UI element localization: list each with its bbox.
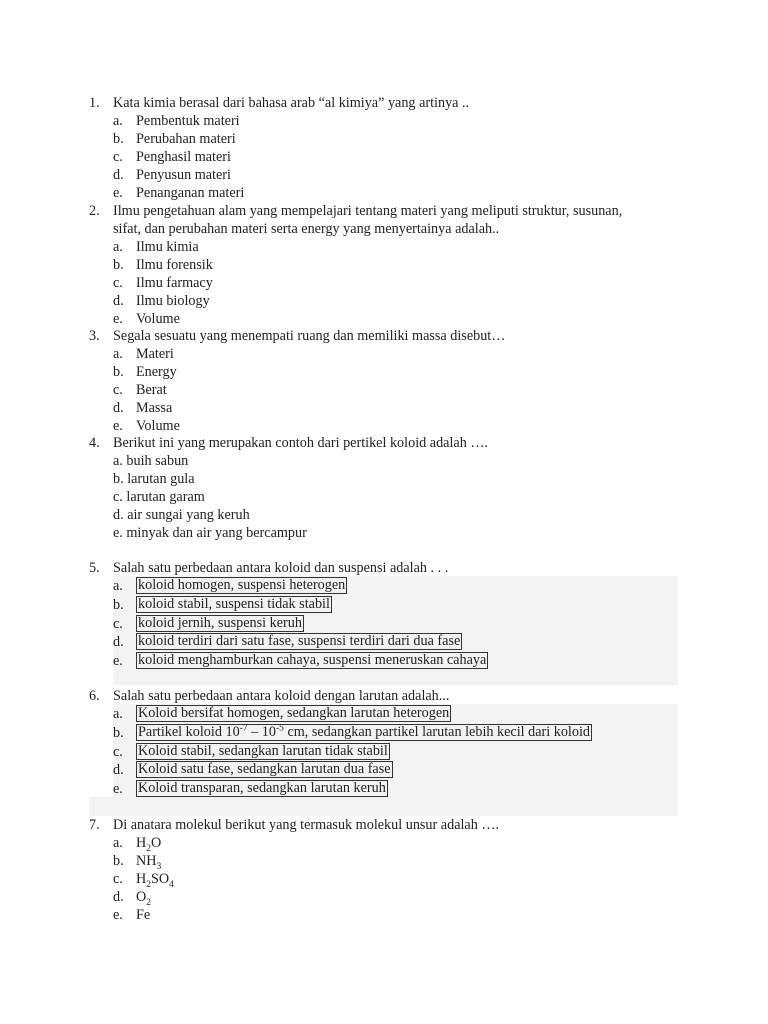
question-number: 7. xyxy=(89,817,100,833)
question-text: Ilmu pengetahuan alam yang mempelajari tentang materi yang meliputi struktur, susunan, xyxy=(113,203,623,219)
question-text: Di anatara molekul berikut yang termasuk molekul unsur adalah …. xyxy=(113,817,500,833)
boxed-option: Partikel koloid $10^{-7} - 10^{-5}$ cm, sedangkan partikel larutan lebih kecil dari koloid xyxy=(138,723,591,740)
formula: $O_2$ xyxy=(136,889,151,908)
boxed-option: Koloid satu fase, sedangkan larutan dua fase xyxy=(138,761,391,777)
formula: $H_2O$ xyxy=(136,835,162,854)
question-text: Berikut ini yang merupakan contoh dari pertikel koloid adalah …. xyxy=(113,435,489,451)
question-text: Kata kimia berasal dari bahasa arab “al kimiya” yang artinya .. xyxy=(113,95,470,111)
boxed-option: koloid stabil, suspensi tidak stabil xyxy=(138,596,330,612)
question-number: 3. xyxy=(89,328,100,344)
question-text: sifat, dan perubahan materi serta energy yang menyertainya adalah.. xyxy=(113,221,500,237)
question-number: 1. xyxy=(89,95,100,111)
boxed-option: Koloid stabil, sedangkan larutan tidak stabil xyxy=(138,743,388,759)
option-highlight xyxy=(89,797,113,816)
question-text: Salah satu perbedaan antara koloid dengan larutan adalah... xyxy=(113,688,450,704)
boxed-option: koloid terdiri dari satu fase, suspensi terdiri dari dua fase xyxy=(138,633,461,649)
formula: Fe xyxy=(136,907,151,923)
boxed-option: Koloid bersifat homogen, sedangkan larutan heterogen xyxy=(138,705,450,721)
question-number: 4. xyxy=(89,435,100,451)
question-text: Salah satu perbedaan antara koloid dan suspensi adalah . . . xyxy=(113,560,449,576)
document-page: 1. Kata kimia berasal dari bahasa arab “al kimiya” yang artinya .. a. Pembentuk materi b. Perubahan materi c. Penghasil materi d. Penyusun materi e. Penanganan materi 2. Ilmu pengetahuan alam yang mempelajari tentang materi yang meliputi struktur, susunan, sifat, dan perubahan materi serta energy yang menyertainya adalah.. a. Ilmu kimia b. Ilmu forensik c. Ilmu farmacy d. Ilmu biology e. Volume 3. Segala sesuatu yang menempati ruang dan memiliki massa disebut… a. Materi b. Energy c. Berat d. Massa e. Volume 4. Berikut ini yang merupakan contoh dari pertikel koloid adalah …. a. buih sabun b. larutan gula c. larutan garam d. air sungai yang keruh e. minyak dan air yang bercampur 5. Salah satu perbedaan antara koloid dan suspensi adalah . . . a. koloid homogen, suspensi heterogen b. koloid stabil, suspensi tidak stabil c. koloid jernih, suspensi keruh d. koloid terdiri dari satu fase, suspensi terdiri dari dua fase e. koloid menghamburkan cahaya, suspensi meneruskan cahaya 6. Salah satu perbedaan antara koloid dengan larutan adalah... a. Koloid bersifat homogen, sedangkan larutan heterogen b. Partikel koloid $10^{-7} - 10^{-5}$ cm, sedangkan partikel larutan lebih kecil dari koloid c. Koloid stabil, sedangkan larutan tidak stabil d. Koloid satu fase, sedangkan larutan dua fase e. Koloid transparan, sedangkan larutan keruh 7. Di anatara molekul berikut yang termasuk molekul unsur adalah …. a. $H_2O$ b. $NH_3$ c. $H_2SO_4$ d. $O_2$ e. Fe xyxy=(0,0,768,1024)
question-text: Segala sesuatu yang menempati ruang dan memiliki massa disebut… xyxy=(113,328,506,344)
boxed-option: koloid menghamburkan cahaya, suspensi meneruskan cahaya xyxy=(138,652,487,668)
formula: $NH_3$ xyxy=(136,853,162,872)
formula: $H_2SO_4$ xyxy=(136,871,174,890)
question-number: 5. xyxy=(89,560,100,576)
boxed-option: Koloid transparan, sedangkan larutan keruh xyxy=(138,780,386,796)
question-number: 6. xyxy=(89,688,100,704)
boxed-option: koloid jernih, suspensi keruh xyxy=(138,615,302,631)
boxed-option: koloid homogen, suspensi heterogen xyxy=(138,577,346,593)
question-number: 2. xyxy=(89,203,100,219)
